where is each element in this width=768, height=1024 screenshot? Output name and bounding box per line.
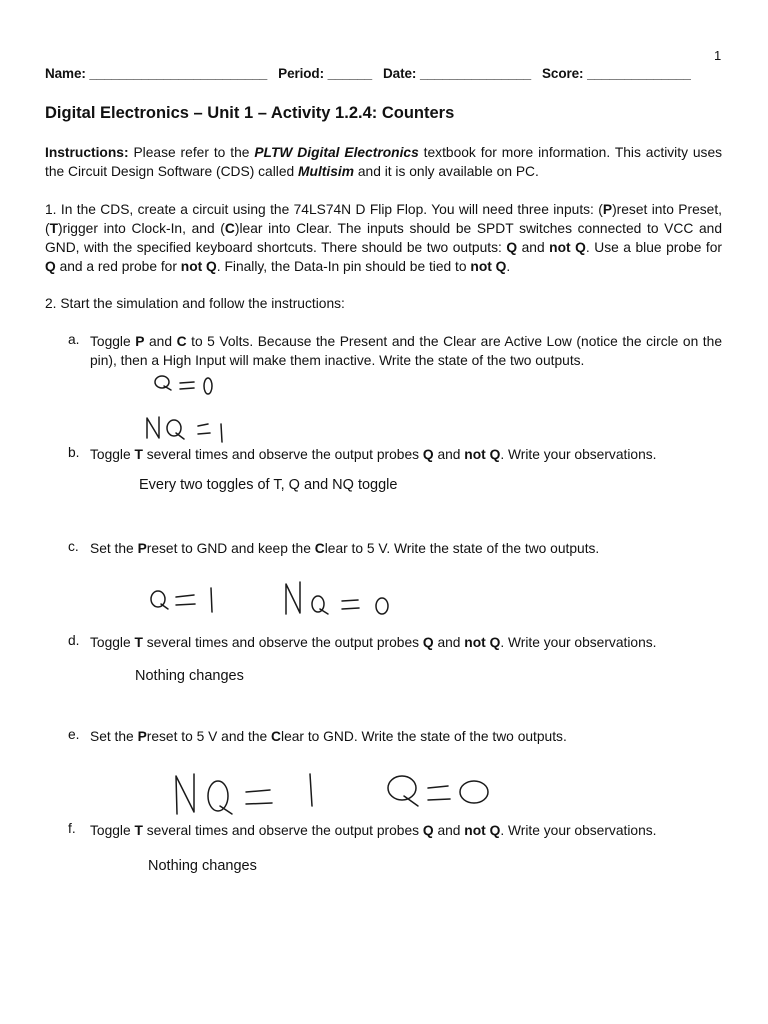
handwritten-c-q	[148, 584, 228, 616]
text: and	[433, 823, 465, 838]
bold-c: C	[224, 221, 235, 236]
text: Set the	[90, 729, 138, 744]
item-c-letter: c.	[68, 539, 79, 554]
book-title: PLTW Digital Electronics	[254, 145, 419, 160]
item-c-text	[90, 539, 722, 558]
text: several times and observe the output probes	[142, 635, 423, 650]
item-f-answer: Nothing changes	[148, 858, 257, 874]
document-title: Digital Electronics – Unit 1 – Activity 1.2.4: Counters	[45, 104, 455, 122]
text: Toggle	[90, 635, 135, 650]
bold-p: P	[137, 729, 147, 744]
software-name: Multisim	[298, 164, 355, 179]
step-2-paragraph: 2. Start the simulation and follow the instructions:	[45, 296, 345, 311]
bold-p: P	[602, 202, 613, 217]
instructions-paragraph	[45, 143, 722, 181]
text: Set the	[90, 541, 138, 556]
period-field[interactable]: Period: ______	[278, 66, 373, 81]
bold-c: C	[271, 729, 281, 744]
text: . Finally, the Data-In pin should be tied to	[216, 259, 471, 274]
bold-t: T	[49, 221, 59, 236]
text: Toggle	[90, 823, 135, 838]
text: textbook for more information. This activity uses the Circuit Design Software (CDS) called	[45, 145, 723, 179]
bold-not-q: not Q	[464, 635, 501, 650]
bold-t: T	[134, 823, 143, 838]
text: Toggle	[90, 447, 135, 462]
text: reset to 5 V and the	[146, 729, 272, 744]
item-b-answer: Every two toggles of T, Q and NQ toggle	[139, 477, 398, 493]
instructions-label: Instructions:	[45, 145, 129, 160]
bold-c: C	[314, 541, 325, 556]
handwritten-a-nq	[144, 414, 234, 446]
handwritten-c-nq	[282, 580, 398, 618]
text: several times and observe the output probes	[142, 823, 423, 838]
score-field[interactable]: Score: ______________	[542, 66, 691, 81]
step-1-paragraph	[45, 200, 722, 276]
text: several times and observe the output probes	[142, 447, 423, 462]
text: reset to GND and keep the	[146, 541, 315, 556]
bold-not-q: not Q	[180, 259, 217, 274]
bold-q: Q	[506, 240, 518, 255]
handwritten-e-q	[384, 772, 496, 812]
page-number: 1	[714, 48, 722, 63]
bold-q: Q	[422, 447, 434, 462]
date-field[interactable]: Date: _______________	[383, 66, 532, 81]
handwritten-a-q	[150, 372, 230, 402]
item-d-text	[90, 633, 722, 652]
text: and	[144, 334, 177, 349]
bold-not-q: not Q	[464, 447, 501, 462]
bold-not-q: not Q	[464, 823, 501, 838]
text: .	[506, 259, 511, 274]
bold-q: Q	[45, 259, 56, 274]
text: 1. In the CDS, create a circuit using the 74LS74N D Flip Flop. You will need three inputs: (	[45, 202, 603, 217]
text: and	[433, 447, 465, 462]
item-e-text	[90, 727, 722, 746]
item-e-letter: e.	[68, 727, 80, 742]
bold-t: T	[134, 635, 143, 650]
bold-not-q: not Q	[470, 259, 507, 274]
text: )reset into Preset, (	[45, 202, 723, 236]
bold-q: Q	[422, 823, 434, 838]
item-d-answer: Nothing changes	[135, 668, 244, 684]
text: lear to 5 V. Write the state of the two outputs.	[324, 541, 600, 556]
text: to 5 Volts. Because the Present and the Clear are Active Low (notice the circle on the pin), then a High Input will make them inactive. Write the state of the two outputs.	[90, 334, 722, 368]
bold-c: C	[176, 334, 187, 349]
text: Please refer to the	[128, 145, 255, 160]
text: Toggle	[90, 334, 136, 349]
bold-q: Q	[422, 635, 434, 650]
item-a-letter: a.	[68, 332, 80, 347]
item-f-letter: f.	[68, 821, 76, 836]
item-b-text	[90, 445, 722, 464]
bold-not-q: not Q	[549, 240, 586, 255]
text: and	[517, 240, 550, 255]
text: . Write your observations.	[500, 447, 657, 462]
text: . Write your observations.	[500, 635, 657, 650]
item-d-letter: d.	[68, 633, 80, 648]
text: lear to GND. Write the state of the two outputs.	[281, 729, 567, 744]
text: and it is only available on PC.	[354, 164, 539, 179]
header-row	[45, 66, 715, 81]
text: . Use a blue probe for	[585, 240, 723, 255]
handwritten-e-nq	[172, 770, 322, 818]
text: and	[433, 635, 465, 650]
text: )lear into Clear. The inputs should be SPDT switches connected to VCC and GND, with the specified keyboard shortcuts. There should be two outputs:	[45, 221, 722, 255]
text: . Write your observations.	[500, 823, 657, 838]
text: )rigger into Clock-In, and (	[58, 221, 225, 236]
bold-p: P	[137, 541, 147, 556]
item-b-letter: b.	[68, 445, 80, 460]
item-a-text	[90, 332, 722, 370]
item-f-text	[90, 821, 722, 840]
bold-p: P	[135, 334, 145, 349]
bold-t: T	[134, 447, 143, 462]
text: and a red probe for	[55, 259, 181, 274]
name-field[interactable]: Name: ________________________	[45, 66, 268, 81]
